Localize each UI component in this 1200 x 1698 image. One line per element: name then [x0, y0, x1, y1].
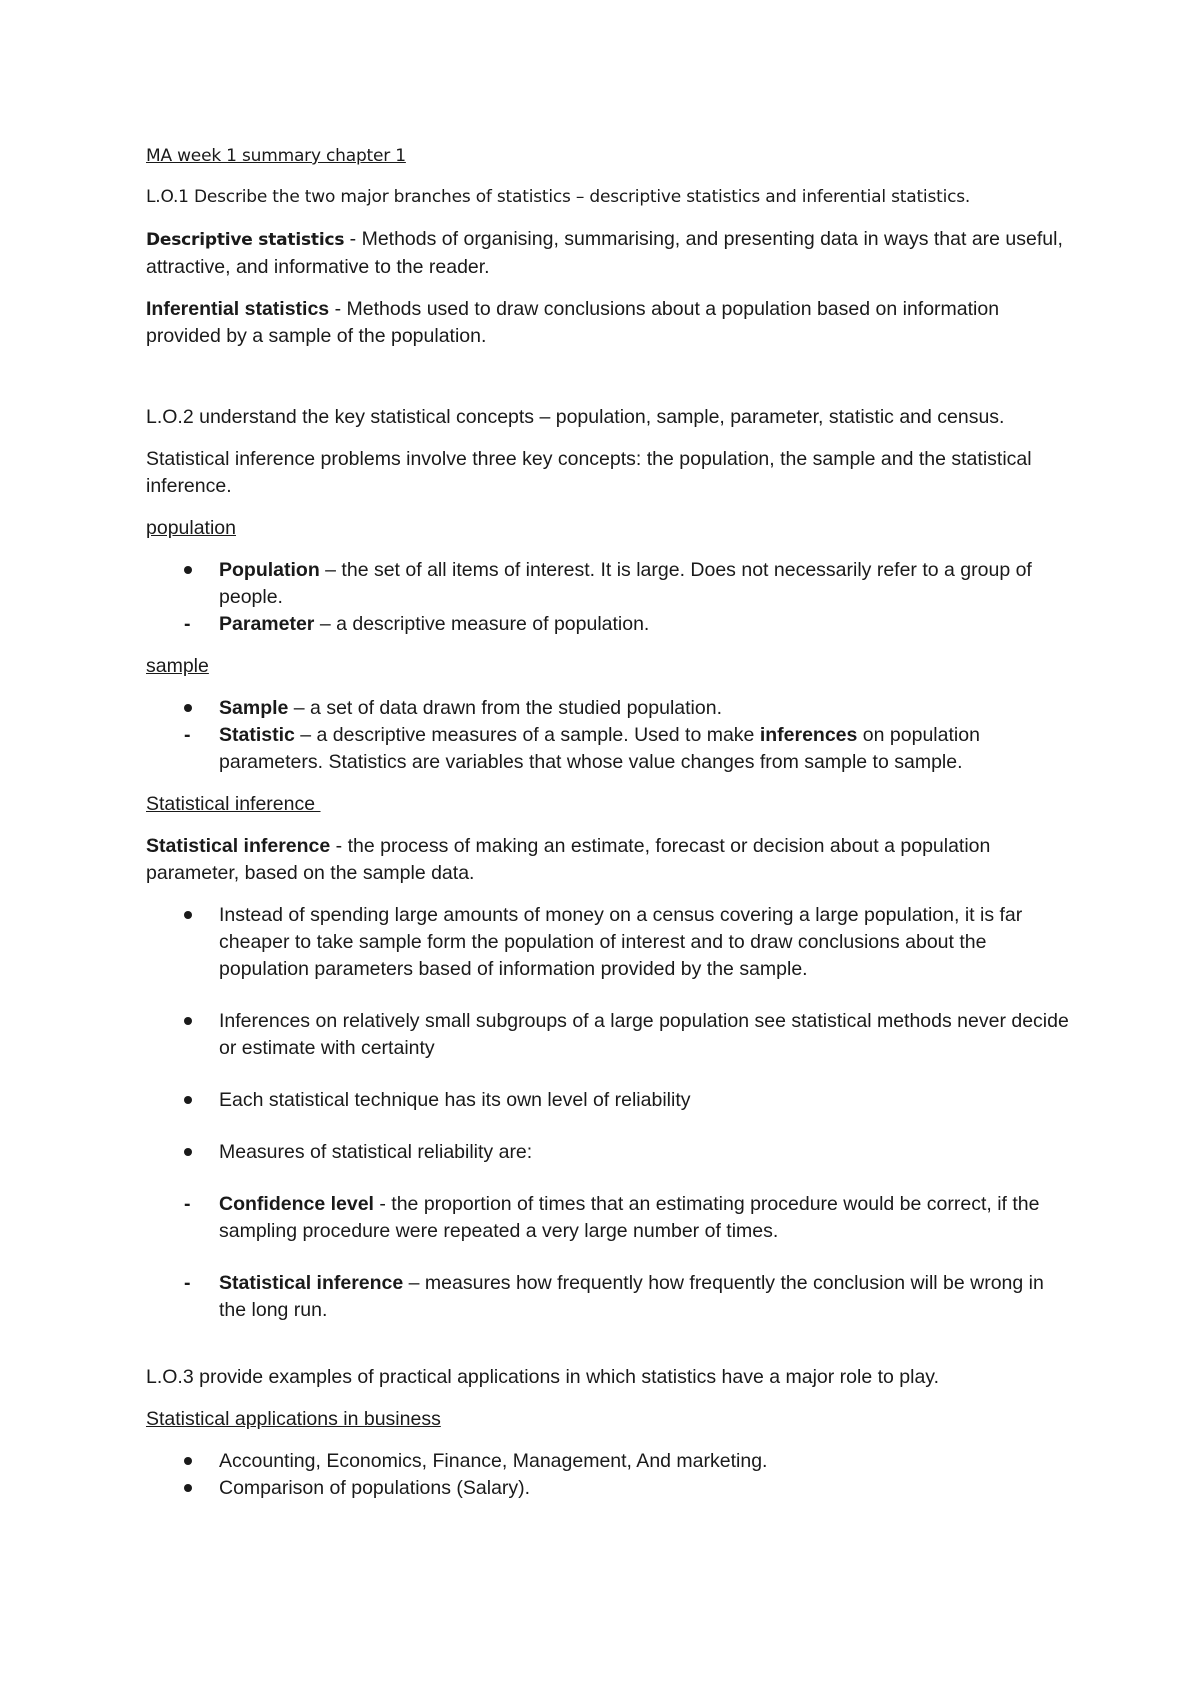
document-page [146, 143, 1076, 1517]
bullet-icon [184, 1148, 192, 1156]
bullet-icon [184, 566, 192, 574]
parameter-term: Parameter [219, 613, 315, 635]
dash-marker: - [184, 613, 191, 635]
inference-intro: Statistical inference problems involve three key concepts: the population, the sample and the statistical inference. [146, 448, 1032, 497]
statistical-inference-dash-text: – measures how frequently how frequently the conclusion will be wrong in the long run. [219, 1272, 1044, 1321]
parameter-text: – a descriptive measure of population. [314, 613, 650, 635]
applications-list [146, 1448, 1076, 1502]
list-item-confidence-level [146, 1191, 1076, 1245]
confidence-level-text: - the proportion of times that an estimating procedure would be correct, if the sampling procedure were repeated a very large number of times. [219, 1193, 1040, 1242]
sample-heading: sample [146, 655, 209, 677]
statistical-inference-heading: Statistical inference [146, 793, 321, 815]
descriptive-statistics-definition [146, 226, 1076, 281]
bullet-text: Comparison of populations (Salary). [219, 1477, 531, 1499]
dash-marker: - [184, 1272, 191, 1294]
confidence-level-term: Confidence level [219, 1193, 374, 1215]
population-text: – the set of all items of interest. It is large. Does not necessarily refer to a group of people. [219, 559, 1032, 608]
descriptive-statistics-text: - Methods of organising, summarising, and presenting data in ways that are useful, attractive, and informative to the reader. [146, 228, 1063, 278]
lo3-heading: L.O.3 provide examples of practical applications in which statistics have a major role to play. [146, 1366, 940, 1388]
inferences-bold: inferences [759, 724, 858, 746]
list-item [146, 1008, 1076, 1062]
dash-marker: - [184, 1193, 191, 1215]
list-item-population [146, 557, 1076, 611]
bullet-text: Accounting, Economics, Finance, Management, And marketing. [219, 1450, 768, 1472]
descriptive-statistics-term: Descriptive statistics [146, 230, 345, 250]
population-term: Population [219, 559, 320, 581]
statistic-text-b: on population parameters. Statistics are variables that whose value changes from sample to sample. [219, 724, 980, 773]
list-item [146, 1139, 1076, 1166]
bullet-icon [184, 1457, 192, 1465]
list-item [146, 1448, 1076, 1475]
lo2-heading: L.O.2 understand the key statistical concepts – population, sample, parameter, statistic and census. [146, 406, 1005, 428]
bullet-icon [184, 1017, 192, 1025]
sample-list [146, 695, 1076, 776]
list-item [146, 1475, 1076, 1502]
bullet-text: Measures of statistical reliability are: [219, 1141, 533, 1163]
list-item-statistic [146, 722, 1076, 776]
bullet-icon [184, 911, 192, 919]
list-item-statistical-inference [146, 1270, 1076, 1324]
inferential-statistics-definition [146, 296, 1076, 350]
applications-heading: Statistical applications in business [146, 1408, 441, 1430]
list-item-sample [146, 695, 1076, 722]
population-heading: population [146, 517, 236, 539]
sample-term: Sample [219, 697, 289, 719]
page-title: MA week 1 summary chapter 1 [146, 146, 406, 166]
list-item [146, 1087, 1076, 1114]
lo1-heading: L.O.1 Describe the two major branches of statistics – descriptive statistics and inferential statistics. [146, 187, 971, 207]
statistic-text-a: – a descriptive measures of a sample. Used to make [294, 724, 760, 746]
bullet-text: Instead of spending large amounts of money on a census covering a large population, it is far cheaper to take sample form the population of interest and to draw conclusions about the population parameters based of information provided by the sample. [219, 904, 1023, 980]
list-item [146, 902, 1076, 983]
inferential-statistics-term: Inferential statistics [146, 298, 330, 320]
inferential-statistics-text: - Methods used to draw conclusions about a population based on information provided by a sample of the population. [146, 298, 1000, 347]
bullet-icon [184, 1096, 192, 1104]
list-item-parameter [146, 611, 1076, 638]
statistic-term: Statistic [219, 724, 295, 746]
statistical-inference-definition [146, 833, 1076, 887]
statistical-inference-term: Statistical inference [146, 835, 331, 857]
bullet-text: Each statistical technique has its own level of reliability [219, 1089, 691, 1111]
population-list [146, 557, 1076, 638]
bullet-icon [184, 1484, 192, 1492]
statistical-inference-dash-term: Statistical inference [219, 1272, 404, 1294]
bullet-icon [184, 704, 192, 712]
inference-bullet-list [146, 902, 1076, 1324]
dash-marker: - [184, 724, 191, 746]
sample-text: – a set of data drawn from the studied population. [288, 697, 722, 719]
statistical-inference-text: - the process of making an estimate, forecast or decision about a population parameter, based on the sample data. [146, 835, 991, 884]
bullet-text: Inferences on relatively small subgroups of a large population see statistical methods never decide or estimate with certainty [219, 1010, 1069, 1059]
